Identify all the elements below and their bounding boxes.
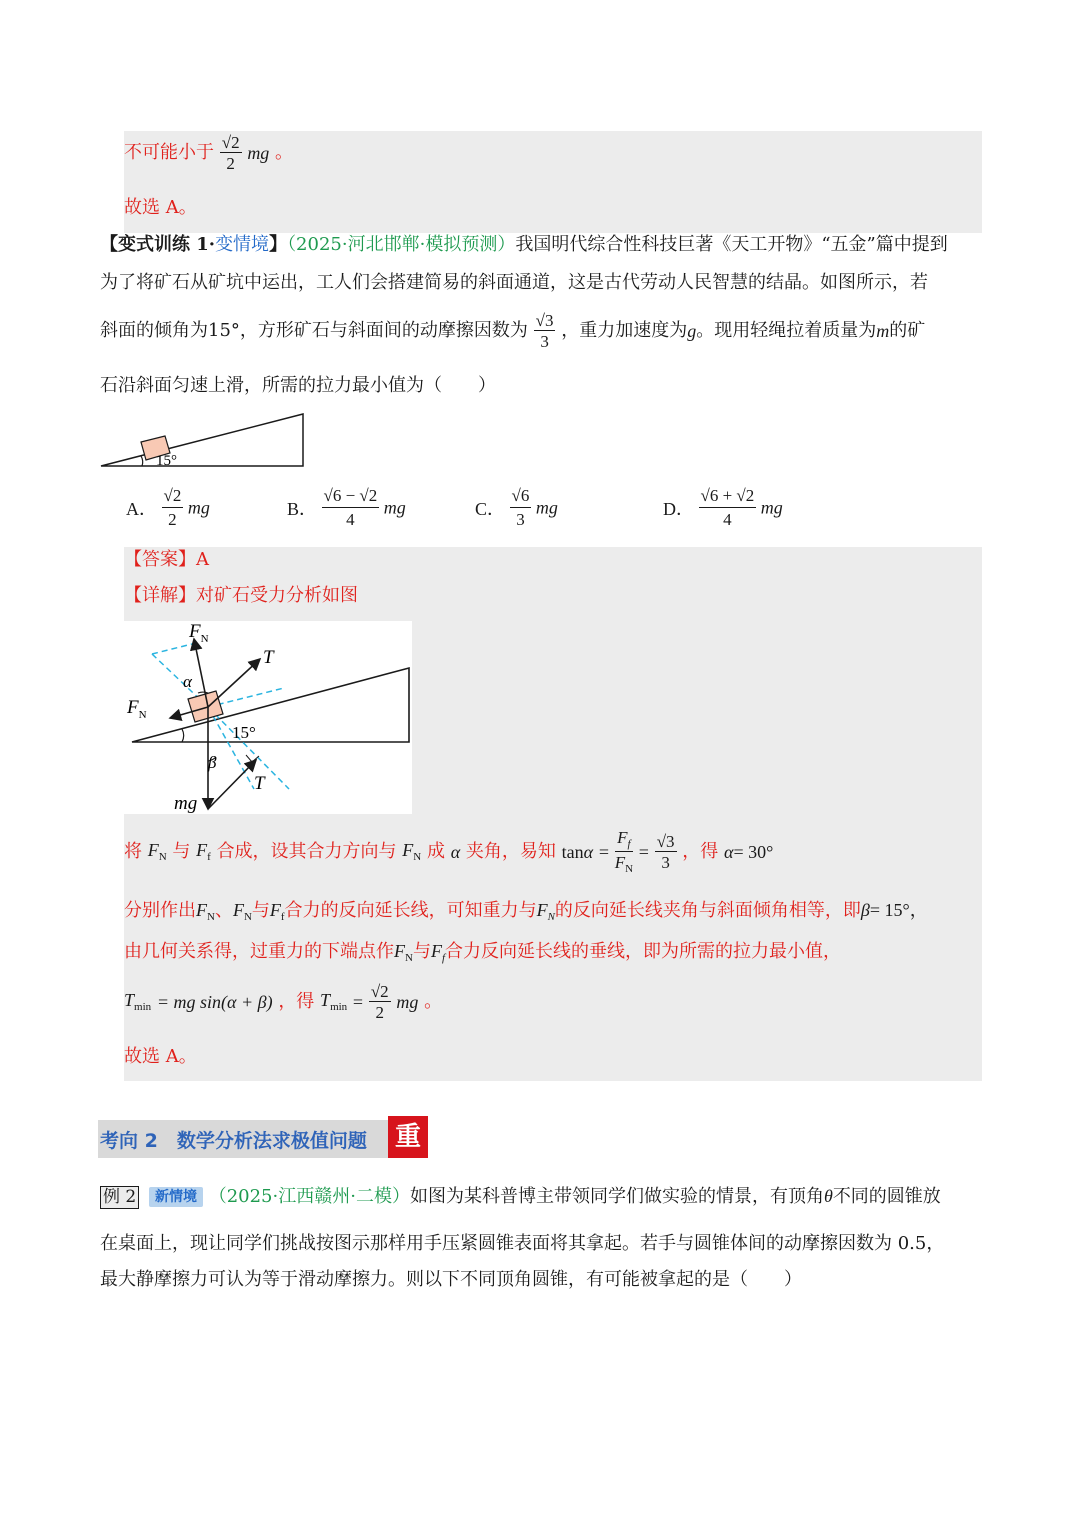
svg-text:T: T xyxy=(263,647,274,668)
answer-tag: 【答案】A xyxy=(124,549,209,570)
svg-text:mg: mg xyxy=(174,793,198,814)
svg-text:β: β xyxy=(208,753,217,772)
option-d[interactable]: D． $\frac{√6 + √2}{4}$ mg xyxy=(663,486,783,529)
section-title: 考向 2 数学分析法求极值问题 xyxy=(100,1130,367,1152)
exercise-line-2: 为了将矿石从矿坑中运出，工人们会搭建简易的斜面通道，这是古代劳动人民智慧的结晶。如图所示，若 xyxy=(100,272,928,293)
incline-figure xyxy=(98,410,308,472)
force-diagram xyxy=(124,621,412,814)
solution-line-5: 故选 A。 xyxy=(124,1046,197,1067)
example-line-1: 例 2 新情境 （2025·江西赣州·二模）如图为某科普博主带领同学们做实验的情景，有顶角θ不同的圆锥放 xyxy=(100,1186,941,1209)
svg-text:T: T xyxy=(254,773,265,794)
solution-line-3: 由几何关系得，过重力的下端点作$F_N$与$F_f$合力反向延长线的垂线，即为所需的拉力最小值， xyxy=(124,941,842,964)
incline-angle-label: 15° xyxy=(156,453,177,469)
exercise-line-1: 【变式训练 1·变情境】（2025·河北邯郸·模拟预测）我国明代综合性科技巨著《天工开物》“五金”篇中提到 xyxy=(100,234,948,255)
example-label: 例 2 xyxy=(100,1186,139,1209)
solution-line-4: $T_{min}$ = mg sin(α + β) ，得 $T_{min}$ = $\frac{√2}{2}$ mg 。 xyxy=(124,982,443,1022)
option-a[interactable]: A． $\frac{√2}{2}$ mg xyxy=(126,486,210,529)
new-situation-badge: 新情境 xyxy=(149,1187,203,1207)
top-line-1: 不可能小于 $\frac{√2}{2}$ mg 。 xyxy=(124,133,294,173)
option-b[interactable]: B． $\frac{√6 - √2}{4}$ mg xyxy=(287,486,406,529)
svg-text:15°: 15° xyxy=(232,723,256,742)
svg-text:α: α xyxy=(183,672,192,691)
example-line-2: 在桌面上，现让同学们挑战按图示那样用手压紧圆锥表面将其拿起。若手与圆锥体间的动摩擦因数为 0.5， xyxy=(100,1233,945,1254)
svg-text:FN: $F_N$ xyxy=(189,621,209,645)
detail-tag: 【详解】对矿石受力分析如图 xyxy=(124,585,358,606)
exercise-line-3: 斜面的倾角为15°，方形矿石与斜面间的动摩擦因数为 $\frac{√3}{3}$ ，重力加速度为g。现用轻绳拉着质量为m的矿 xyxy=(100,311,926,351)
exercise-line-4: 石沿斜面匀速上滑，所需的拉力最小值为（ ） xyxy=(100,375,496,396)
example-line-3: 最大静摩擦力可认为等于滑动摩擦力。则以下不同顶角圆锥，有可能被拿起的是（ ） xyxy=(100,1269,802,1290)
top-line-2: 故选 A。 xyxy=(124,197,197,218)
svg-text:FN: $F_N$ xyxy=(127,697,147,721)
section-header xyxy=(98,1116,430,1158)
option-c[interactable]: C． $\frac{√6}{3}$ mg xyxy=(475,486,558,529)
solution-line-1: 将 $F_N$ 与 $F_f$ 合成，设其合力方向与 $F_N$ 成 α 夹角，易知 tanα = $\frac{F_f}{F_N}$ = $\frac{√3}{3}$ ，得 α= 30° xyxy=(124,828,774,875)
solution-line-2: 分别作出$F_N$、$F_N$与$F_f$合力的反向延长线，可知重力与$F_N$的反向延长线夹角与斜面倾角相等，即β= 15°， xyxy=(124,900,928,923)
section-badge: 重 xyxy=(388,1116,428,1158)
